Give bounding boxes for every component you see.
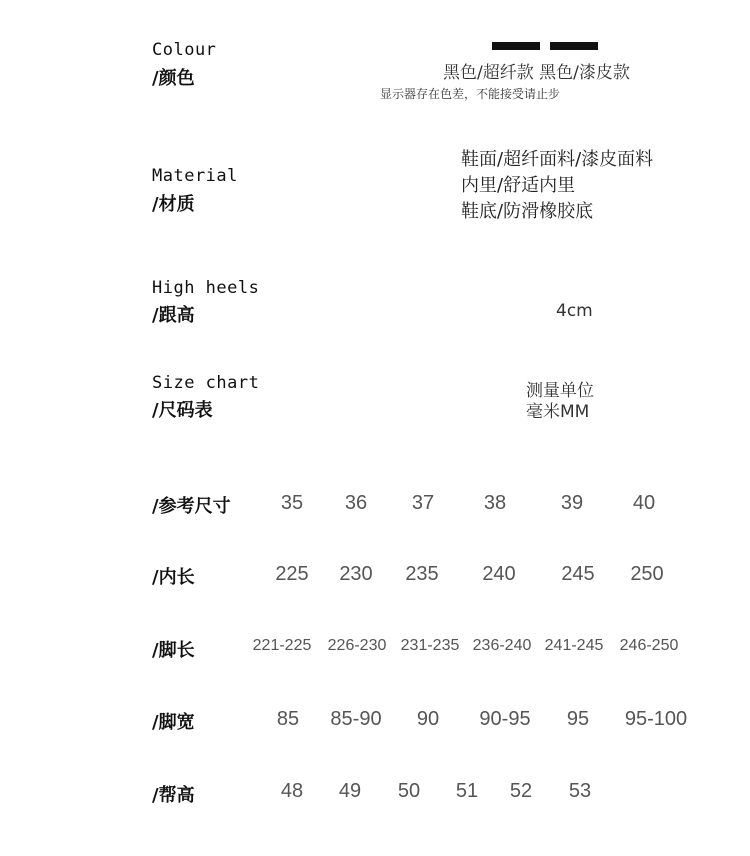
table-cell: 48 (280, 780, 304, 802)
row-label-inner-length: /内长 (152, 567, 195, 588)
table-cell: 38 (483, 492, 507, 514)
row-label-instep-height: /帮高 (152, 785, 195, 806)
table-cell: 52 (509, 780, 533, 802)
unit-line-2: 毫米MM (526, 402, 590, 422)
material-lining: 内里/舒适内里 (461, 175, 576, 196)
colour-label-en: Colour (152, 40, 217, 60)
swatch-black-microfiber (492, 42, 540, 50)
table-cell: 225 (275, 563, 309, 585)
table-cell: 90-95 (479, 708, 531, 730)
table-cell: 85-90 (330, 708, 382, 730)
table-cell: 230 (339, 563, 373, 585)
table-cell: 240 (482, 563, 516, 585)
table-cell: 235 (405, 563, 439, 585)
heel-label-en: High heels (152, 278, 260, 298)
material-upper: 鞋面/超纤面料/漆皮面料 (461, 149, 654, 170)
table-cell: 95-100 (624, 708, 688, 730)
table-cell: 35 (280, 492, 304, 514)
table-cell: 246-250 (619, 637, 679, 654)
colour-label-zh: /颜色 (152, 68, 195, 89)
table-cell: 51 (455, 780, 479, 802)
table-cell: 49 (338, 780, 362, 802)
table-cell: 236-240 (472, 637, 532, 654)
size-chart-label-en: Size chart (152, 373, 260, 393)
table-cell: 37 (411, 492, 435, 514)
table-cell: 85 (276, 708, 300, 730)
table-cell: 36 (344, 492, 368, 514)
row-label-foot-width: /脚宽 (152, 712, 195, 733)
table-cell: 50 (397, 780, 421, 802)
swatch-black-patent (550, 42, 598, 50)
row-label-size: /参考尺寸 (152, 496, 231, 517)
material-sole: 鞋底/防滑橡胶底 (461, 201, 594, 222)
table-cell: 231-235 (400, 637, 460, 654)
table-cell: 245 (561, 563, 595, 585)
row-label-foot-length: /脚长 (152, 640, 195, 661)
table-cell: 221-225 (252, 637, 312, 654)
material-label-en: Material (152, 166, 238, 186)
table-cell: 226-230 (327, 637, 387, 654)
table-cell: 241-245 (544, 637, 604, 654)
table-cell: 53 (568, 780, 592, 802)
table-cell: 39 (560, 492, 584, 514)
material-label-zh: /材质 (152, 194, 195, 215)
colour-disclaimer: 显示器存在色差，不能接受请止步 (380, 87, 561, 101)
table-cell: 90 (416, 708, 440, 730)
unit-line-1: 测量单位 (526, 381, 594, 401)
table-cell: 95 (566, 708, 590, 730)
size-chart-label-zh: /尺码表 (152, 400, 213, 421)
colour-options: 黑色/超纤款 黑色/漆皮款 (443, 63, 630, 83)
heel-label-zh: /跟高 (152, 305, 195, 326)
table-cell: 40 (632, 492, 656, 514)
heel-height-value: 4cm (556, 301, 593, 321)
table-cell: 250 (630, 563, 664, 585)
